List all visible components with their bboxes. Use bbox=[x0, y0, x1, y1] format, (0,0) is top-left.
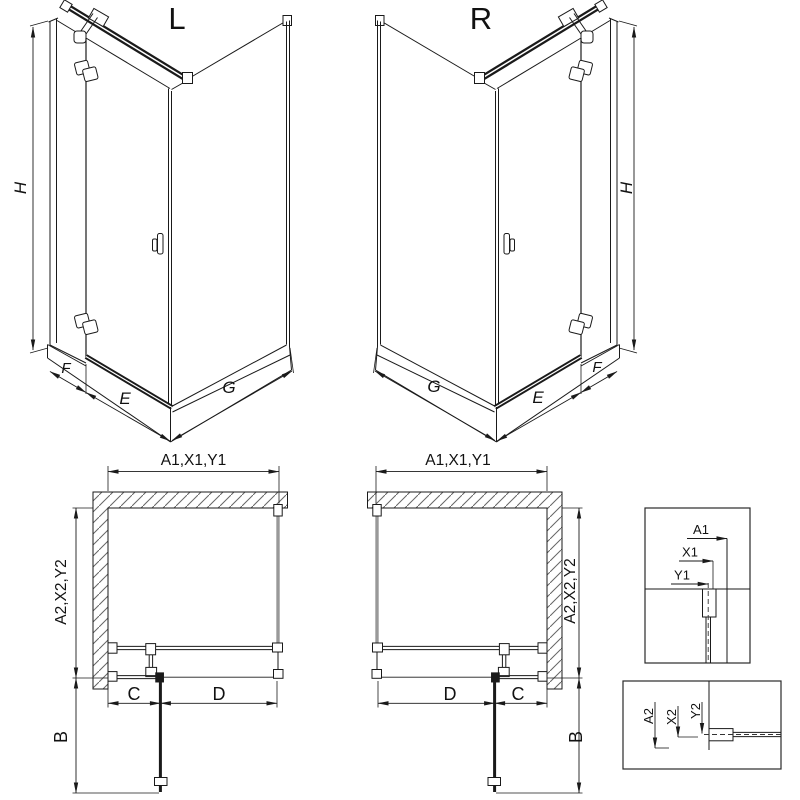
fixed-width-dim-label-right-plan: C bbox=[511, 684, 525, 704]
opening-width-dim-label-left-plan: D bbox=[212, 684, 226, 704]
door-dim-label-right: E bbox=[532, 388, 544, 407]
fixed-width-dim-label-left-plan: C bbox=[127, 684, 141, 704]
height-dim-label-right: H bbox=[617, 181, 636, 195]
door-swing-dim-label-left-plan: B bbox=[51, 730, 71, 744]
door-swing-dim-label-right-plan: B bbox=[566, 730, 586, 744]
width-dim-label-left-plan: A1,X1,Y1 bbox=[160, 452, 227, 469]
detail-top-dim-x1: X1 bbox=[682, 544, 698, 560]
fixed-panel-dim-label-right: F bbox=[592, 359, 602, 376]
detail-view-wall-profile-top bbox=[645, 508, 750, 663]
enclosure-3d-view-right bbox=[374, 0, 638, 442]
wall-section-right-plan bbox=[368, 492, 563, 689]
side-panel-dim-label-left: G bbox=[222, 378, 236, 397]
variant-label-left: L bbox=[168, 1, 186, 36]
height-dim-label-left: H bbox=[11, 181, 30, 195]
depth-dim-label-left-plan: A2,X2,Y2 bbox=[53, 559, 70, 625]
opening-width-dim-label-right-plan: D bbox=[443, 684, 457, 704]
plan-view-right bbox=[368, 452, 587, 793]
enclosure-3d-view-left bbox=[11, 0, 294, 442]
detail-bottom-dim-a2: A2 bbox=[641, 708, 656, 724]
variant-label-right: R bbox=[469, 1, 493, 36]
wall-section-left-plan bbox=[93, 492, 288, 689]
depth-dim-label-right-plan: A2,X2,Y2 bbox=[562, 558, 579, 624]
detail-bottom-dim-y2: Y2 bbox=[688, 703, 703, 719]
side-panel-dim-label-right: G bbox=[427, 377, 441, 396]
fixed-panel-dim-label-left: F bbox=[61, 360, 71, 377]
width-dim-label-right-plan: A1,X1,Y1 bbox=[425, 452, 491, 469]
detail-top-dim-y1: Y1 bbox=[674, 567, 690, 583]
door-dim-label-left: E bbox=[119, 389, 131, 408]
detail-view-wall-profile-bottom bbox=[623, 681, 781, 769]
plan-view-left bbox=[51, 452, 288, 793]
detail-bottom-dim-x2: X2 bbox=[664, 709, 679, 725]
detail-top-dim-a1: A1 bbox=[693, 522, 709, 537]
